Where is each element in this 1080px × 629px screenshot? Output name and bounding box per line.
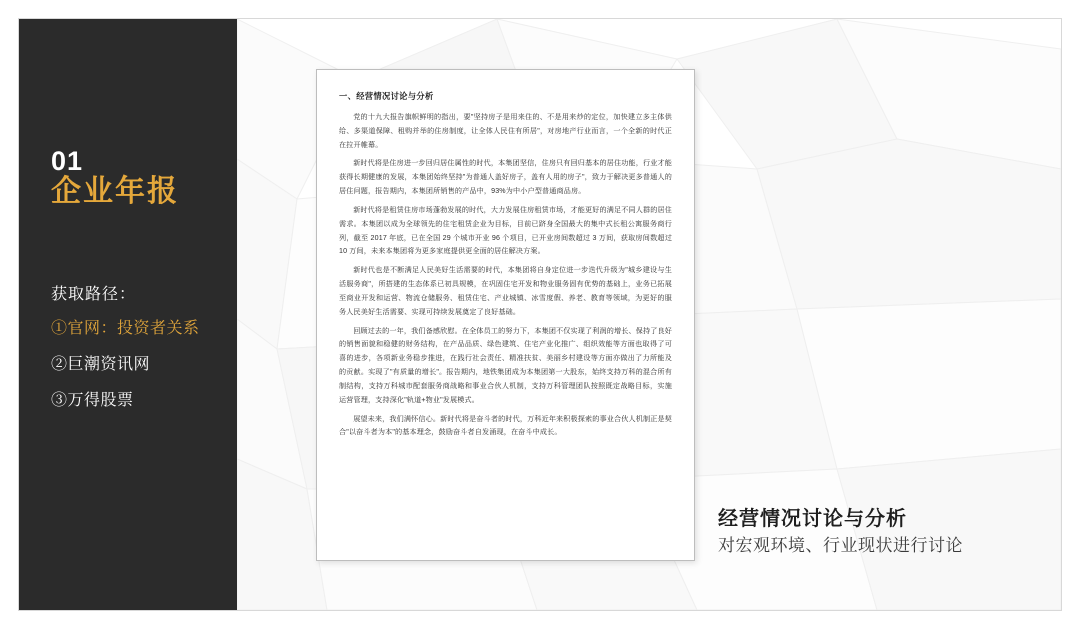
access-path-list <box>51 315 241 423</box>
section-title: 企业年报 <box>51 175 179 208</box>
caption-block <box>718 506 1038 558</box>
list-item[interactable]: ③万得股票 <box>51 392 134 409</box>
document-paragraph: 新时代将是住房进一步回归居住属性的时代，本集团坚信，住房只有回归基本的居住功能，行业才能获得长期健康的发展，本集团始终坚持"为普通人盖好房子，盖有人用的房子"，致力于解决更多普通人的居住问题，报告期内，本集团所销售的产品中，93%为中小户型普通商品房。 <box>339 159 672 196</box>
document-paragraph: 党的十九大报告旗帜鲜明的指出，要"坚持房子是用来住的、不是用来炒的定位，加快建立多主体供给、多渠道保障、租购并举的住房制度，让全体人民住有所居"，对房地产行业而言，一个全新的时代正在拉开帷幕。 <box>339 113 672 149</box>
list-item[interactable]: ②巨潮资讯网 <box>51 356 151 373</box>
left-panel <box>19 19 237 610</box>
access-path-label: 获取路径： <box>51 286 137 303</box>
caption-title: 经营情况讨论与分析 <box>718 508 907 530</box>
document-paragraph: 回顾过去的一年，我们备感欣慰。在全体员工的努力下，本集团不仅实现了利润的增长、保持了良好的销售面貌和稳健的财务结构，在产品品质、绿色建筑、住宅产业化推广、组织效能等方面也取得了可喜的进步，各项新业务稳步推进，在践行社会责任、精准扶贫、美丽乡村建设等方面亦做出了力所能及的贡献。实现了"有质量的增长"。报告期内，地铁集团成为本集团第一大股东，始终支持万科的混合所有制结构，支持万科城市配套服务商战略和事业合伙人机制，支持万科管理团队按照既定战略目标，实施运营管理，支持深化"轨道+物业"发展模式。 <box>339 326 672 404</box>
section-number: 01 <box>51 146 84 176</box>
list-item[interactable]: ①官网：投资者关系 <box>51 320 200 337</box>
document-paragraph: 新时代也是不断满足人民美好生活需要的时代，本集团将自身定位进一步迭代升级为"城乡建设与生活服务商"，所搭建的生态体系已初具规模，在巩固住宅开发和物业服务固有优势的基础上，业务已拓展至商业开发和运营、物流仓储服务、租赁住宅、产业城镇、冰雪度假、养老、教育等领域，为更好的服务人民美好生活需要、实现可持续发展奠定了良好基础。 <box>339 266 672 316</box>
document-paragraph: 新时代将是租赁住房市场蓬勃发展的时代，大力发展住房租赁市场，才能更好的满足不同人群的居住需求。本集团以成为全球领先的住宅租赁企业为目标，目前已跻身全国最大的集中式长租公寓服务商行列，截至 2017 年底，已在全国 29 个城市开业 96 个项目，已开业房间数超过 3 万间，获取房间数超过 10 万间，未来本集团将为更多家庭提供更全面的居住解决方案。 <box>339 205 672 256</box>
caption-subtitle: 对宏观环境、行业现状进行讨论 <box>718 536 963 555</box>
document-paragraph: 展望未来，我们满怀信心。新时代将是奋斗者的时代，万科近年来积极探索的事业合伙人机制正是契合"以奋斗者为本"的基本理念，鼓励奋斗者自发涌现，在奋斗中成长。 <box>339 414 672 437</box>
document-heading: 一、经营情况讨论与分析 <box>339 91 434 101</box>
document-page-preview <box>316 69 695 561</box>
